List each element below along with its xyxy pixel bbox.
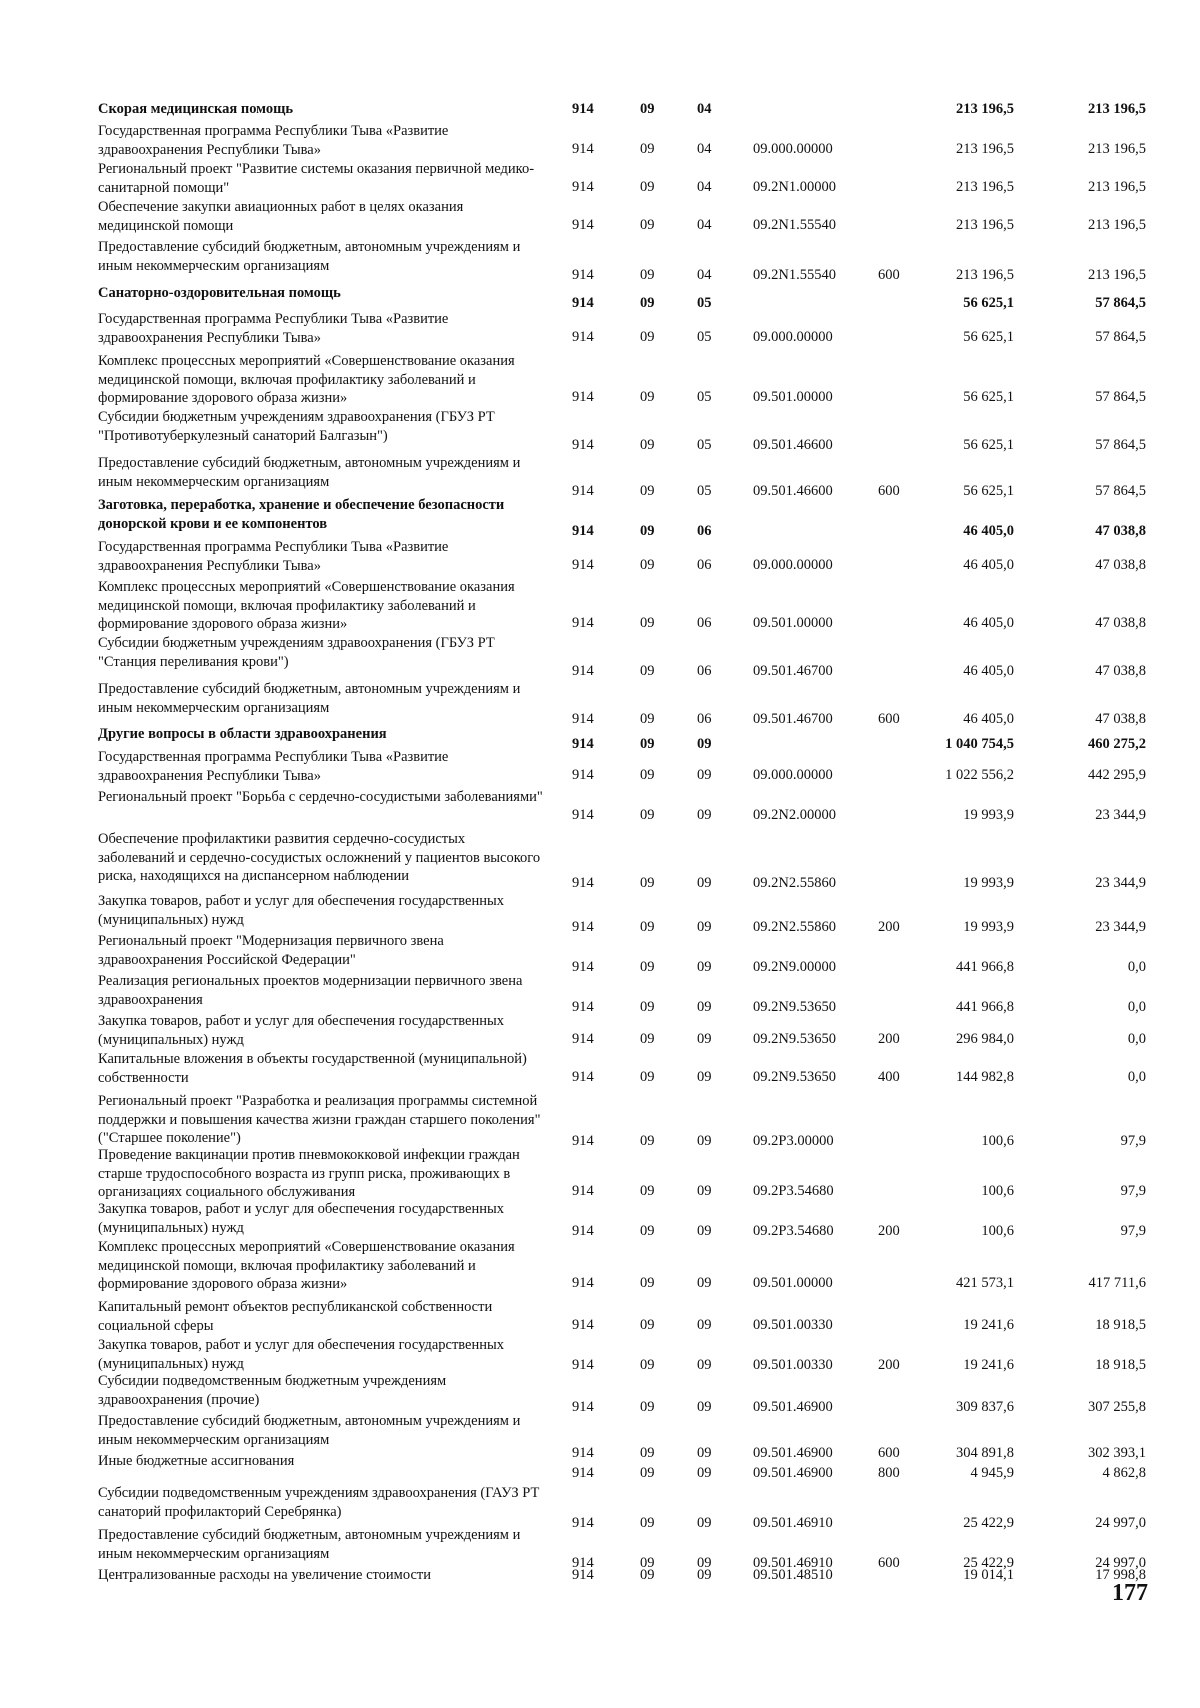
- row-c7: 57 864,5: [1095, 483, 1146, 499]
- row-c4: 09.2P3.00000: [753, 1133, 834, 1149]
- row-c5: 200: [878, 1031, 900, 1047]
- row-c1: 914: [572, 101, 594, 117]
- row-c7: 18 918,5: [1095, 1317, 1146, 1333]
- row-c7: 0,0: [1127, 1031, 1146, 1047]
- row-c3: 09: [697, 1317, 712, 1333]
- row-c4: 09.2N1.55540: [753, 217, 836, 233]
- row-c6: 213 196,5: [956, 217, 1014, 233]
- row-c2: 09: [640, 483, 655, 499]
- row-c2: 09: [640, 919, 655, 935]
- row-c1: 914: [572, 329, 594, 345]
- row-c1: 914: [572, 1223, 594, 1239]
- row-c6: 213 196,5: [956, 179, 1014, 195]
- row-c2: 09: [640, 329, 655, 345]
- row-c6: 4 945,9: [970, 1465, 1014, 1481]
- row-c4: 09.2P3.54680: [753, 1183, 834, 1199]
- row-name: Заготовка, переработка, хранение и обеспечение безопасности донорской крови и ее компонентов: [98, 497, 505, 532]
- row-c1: 914: [572, 523, 594, 539]
- row-c7: 4 862,8: [1102, 1465, 1146, 1481]
- row-c7: 417 711,6: [1088, 1275, 1146, 1291]
- row-name: Комплекс процессных мероприятий «Совершенствование оказания медицинской помощи, включая профилактику заболеваний и формирование здорового образа жизни»: [98, 1239, 515, 1292]
- row-c5: 600: [878, 1555, 900, 1571]
- row-c3: 09: [697, 959, 712, 975]
- row-c3: 04: [697, 101, 712, 117]
- row-c4: 09.501.46600: [753, 483, 833, 499]
- row-c4: 09.2N2.55860: [753, 875, 836, 891]
- row-c7: 23 344,9: [1095, 875, 1146, 891]
- row-c5: 200: [878, 1223, 900, 1239]
- row-name: Закупка товаров, работ и услуг для обеспечения государственных (муниципальных) нужд: [98, 1337, 505, 1372]
- row-name: Проведение вакцинации против пневмококковой инфекции граждан старше трудоспособного возраста из групп риска, проживающих в организациях социального обслуживания: [98, 1147, 520, 1200]
- row-name: Предоставление субсидий бюджетным, автономным учреждениям и иным некоммерческим организациям: [98, 681, 521, 716]
- row-c1: 914: [572, 1031, 594, 1047]
- row-c7: 213 196,5: [1088, 267, 1146, 283]
- row-name: Предоставление субсидий бюджетным, автономным учреждениям и иным некоммерческим организациям: [98, 1413, 521, 1448]
- row-c3: 04: [697, 141, 712, 157]
- row-c3: 09: [697, 875, 712, 891]
- row-c3: 09: [697, 1069, 712, 1085]
- row-name: Субсидии бюджетным учреждениям здравоохранения (ГБУЗ РТ "Станция переливания крови"): [98, 635, 495, 670]
- row-c3: 09: [697, 1445, 712, 1461]
- row-c2: 09: [640, 1399, 655, 1415]
- row-c2: 09: [640, 736, 655, 752]
- row-c3: 09: [697, 1133, 712, 1149]
- row-c7: 213 196,5: [1088, 217, 1146, 233]
- row-name: Скорая медицинская помощь: [98, 101, 294, 117]
- page-number: 177: [1112, 1580, 1148, 1606]
- row-c4: 09.501.48510: [753, 1567, 833, 1583]
- row-name: Другие вопросы в области здравоохранения: [98, 726, 387, 742]
- row-name: Региональный проект "Борьба с сердечно-сосудистыми заболеваниями": [98, 789, 543, 805]
- row-c1: 914: [572, 557, 594, 573]
- row-c3: 09: [697, 767, 712, 783]
- row-c4: 09.501.46600: [753, 437, 833, 453]
- row-c4: 09.000.00000: [753, 557, 833, 573]
- row-c3: 05: [697, 329, 712, 345]
- row-c4: 09.501.00000: [753, 1275, 833, 1291]
- row-c4: 09.2N9.53650: [753, 1031, 836, 1047]
- row-name: Комплекс процессных мероприятий «Совершенствование оказания медицинской помощи, включая профилактику заболеваний и формирование здорового образа жизни»: [98, 579, 515, 632]
- row-c1: 914: [572, 1399, 594, 1415]
- row-c1: 914: [572, 295, 594, 311]
- row-c4: 09.000.00000: [753, 767, 833, 783]
- row-c3: 09: [697, 1223, 712, 1239]
- row-c5: 400: [878, 1069, 900, 1085]
- row-c1: 914: [572, 663, 594, 679]
- row-c1: 914: [572, 711, 594, 727]
- row-c6: 100,6: [981, 1133, 1014, 1149]
- row-c1: 914: [572, 999, 594, 1015]
- row-c7: 213 196,5: [1088, 101, 1146, 117]
- row-c3: 09: [697, 807, 712, 823]
- row-name: Региональный проект "Развитие системы оказания первичной медико-санитарной помощи": [98, 161, 535, 196]
- row-c2: 09: [640, 1133, 655, 1149]
- row-c4: 09.501.00330: [753, 1317, 833, 1333]
- row-c2: 09: [640, 807, 655, 823]
- row-c2: 09: [640, 523, 655, 539]
- row-c2: 09: [640, 141, 655, 157]
- row-c7: 213 196,5: [1088, 141, 1146, 157]
- row-c1: 914: [572, 959, 594, 975]
- row-name: Обеспечение профилактики развития сердечно-сосудистых заболеваний и сердечно-сосудистых осложнений у пациентов высокого риска, находящихся на диспансерном наблюдении: [98, 831, 541, 884]
- row-c4: 09.501.00000: [753, 389, 833, 405]
- row-c6: 56 625,1: [963, 295, 1014, 311]
- row-c4: 09.2N2.00000: [753, 807, 836, 823]
- row-c1: 914: [572, 736, 594, 752]
- row-name: Предоставление субсидий бюджетным, автономным учреждениям и иным некоммерческим организациям: [98, 239, 521, 274]
- row-name: Закупка товаров, работ и услуг для обеспечения государственных (муниципальных) нужд: [98, 893, 505, 928]
- row-c3: 04: [697, 217, 712, 233]
- row-c1: 914: [572, 1357, 594, 1373]
- row-c5: 200: [878, 1357, 900, 1373]
- row-c3: 09: [697, 736, 712, 752]
- row-c7: 302 393,1: [1088, 1445, 1146, 1461]
- row-c3: 09: [697, 1031, 712, 1047]
- row-c2: 09: [640, 1465, 655, 1481]
- row-c6: 56 625,1: [963, 483, 1014, 499]
- row-name: Субсидии бюджетным учреждениям здравоохранения (ГБУЗ РТ "Противотуберкулезный санаторий Балгазын"): [98, 409, 495, 444]
- row-c2: 09: [640, 1567, 655, 1583]
- row-name: Предоставление субсидий бюджетным, автономным учреждениям и иным некоммерческим организациям: [98, 455, 521, 490]
- row-c6: 213 196,5: [956, 101, 1014, 117]
- row-c5: 200: [878, 919, 900, 935]
- row-c1: 914: [572, 483, 594, 499]
- row-c6: 100,6: [981, 1223, 1014, 1239]
- row-c4: 09.2N9.53650: [753, 1069, 836, 1085]
- row-c1: 914: [572, 1069, 594, 1085]
- row-c2: 09: [640, 267, 655, 283]
- row-c7: 24 997,0: [1095, 1515, 1146, 1531]
- row-c6: 19 241,6: [963, 1357, 1014, 1373]
- row-c2: 09: [640, 1183, 655, 1199]
- row-c7: 24 997,0: [1095, 1555, 1146, 1571]
- row-c7: 47 038,8: [1095, 523, 1146, 539]
- row-name: Иные бюджетные ассигнования: [98, 1453, 295, 1469]
- row-c3: 06: [697, 615, 712, 631]
- row-c2: 09: [640, 1515, 655, 1531]
- row-c3: 04: [697, 267, 712, 283]
- row-c1: 914: [572, 615, 594, 631]
- row-c1: 914: [572, 217, 594, 233]
- row-c2: 09: [640, 1275, 655, 1291]
- row-c7: 213 196,5: [1088, 179, 1146, 195]
- row-c4: 09.501.00000: [753, 615, 833, 631]
- row-c2: 09: [640, 101, 655, 117]
- row-c7: 47 038,8: [1095, 663, 1146, 679]
- row-c1: 914: [572, 807, 594, 823]
- row-c2: 09: [640, 1555, 655, 1571]
- row-c3: 06: [697, 711, 712, 727]
- row-c7: 57 864,5: [1095, 389, 1146, 405]
- row-c2: 09: [640, 999, 655, 1015]
- row-c3: 06: [697, 557, 712, 573]
- row-c4: 09.2N1.55540: [753, 267, 836, 283]
- row-c7: 47 038,8: [1095, 711, 1146, 727]
- row-c1: 914: [572, 919, 594, 935]
- row-c1: 914: [572, 389, 594, 405]
- row-c5: 600: [878, 711, 900, 727]
- row-c7: 57 864,5: [1095, 295, 1146, 311]
- row-c6: 19 241,6: [963, 1317, 1014, 1333]
- row-c6: 213 196,5: [956, 141, 1014, 157]
- row-c3: 09: [697, 1399, 712, 1415]
- row-c6: 46 405,0: [963, 711, 1014, 727]
- row-c2: 09: [640, 179, 655, 195]
- row-c5: 600: [878, 267, 900, 283]
- row-c6: 56 625,1: [963, 389, 1014, 405]
- row-name: Государственная программа Республики Тыва «Развитие здравоохранения Республики Тыва»: [98, 539, 449, 574]
- row-c3: 09: [697, 919, 712, 935]
- row-c4: 09.501.46910: [753, 1515, 833, 1531]
- row-c6: 304 891,8: [956, 1445, 1014, 1461]
- row-c2: 09: [640, 217, 655, 233]
- row-name: Субсидии подведомственным бюджетным учреждениям здравоохранения (прочие): [98, 1373, 447, 1408]
- row-c1: 914: [572, 1317, 594, 1333]
- row-c1: 914: [572, 1465, 594, 1481]
- row-c3: 06: [697, 663, 712, 679]
- row-c4: 09.501.46700: [753, 711, 833, 727]
- row-c1: 914: [572, 1133, 594, 1149]
- row-name: Государственная программа Республики Тыва «Развитие здравоохранения Республики Тыва»: [98, 749, 449, 784]
- row-c2: 09: [640, 1445, 655, 1461]
- row-c7: 47 038,8: [1095, 557, 1146, 573]
- row-c1: 914: [572, 437, 594, 453]
- row-c3: 09: [697, 1515, 712, 1531]
- row-c7: 0,0: [1127, 959, 1146, 975]
- row-c4: 09.501.46700: [753, 663, 833, 679]
- row-c7: 460 275,2: [1088, 736, 1146, 752]
- row-c7: 23 344,9: [1095, 807, 1146, 823]
- row-c2: 09: [640, 711, 655, 727]
- row-c2: 09: [640, 1357, 655, 1373]
- row-c3: 09: [697, 1357, 712, 1373]
- row-c5: 600: [878, 1445, 900, 1461]
- row-c3: 05: [697, 295, 712, 311]
- row-c7: 307 255,8: [1088, 1399, 1146, 1415]
- row-c4: 09.2N9.53650: [753, 999, 836, 1015]
- row-c3: 09: [697, 1465, 712, 1481]
- row-c6: 100,6: [981, 1183, 1014, 1199]
- row-c1: 914: [572, 1183, 594, 1199]
- row-c6: 56 625,1: [963, 329, 1014, 345]
- row-c2: 09: [640, 1317, 655, 1333]
- row-c6: 56 625,1: [963, 437, 1014, 453]
- row-c4: 09.000.00000: [753, 141, 833, 157]
- row-c6: 213 196,5: [956, 267, 1014, 283]
- row-name: Санаторно-оздоровительная помощь: [98, 285, 341, 301]
- row-c1: 914: [572, 141, 594, 157]
- row-c4: 09.2N1.00000: [753, 179, 836, 195]
- row-c6: 1 040 754,5: [945, 736, 1014, 752]
- row-c6: 46 405,0: [963, 615, 1014, 631]
- row-c1: 914: [572, 875, 594, 891]
- row-c7: 97,9: [1120, 1133, 1146, 1149]
- row-name: Субсидии подведомственным учреждениям здравоохранения (ГАУЗ РТ санаторий профилакторий Серебрянка): [98, 1485, 540, 1520]
- row-c6: 19 014,1: [963, 1567, 1014, 1583]
- row-c7: 0,0: [1127, 999, 1146, 1015]
- row-c4: 09.501.46910: [753, 1555, 833, 1571]
- row-c7: 23 344,9: [1095, 919, 1146, 935]
- row-c7: 442 295,9: [1088, 767, 1146, 783]
- row-c7: 57 864,5: [1095, 329, 1146, 345]
- row-c6: 19 993,9: [963, 807, 1014, 823]
- row-c4: 09.501.00330: [753, 1357, 833, 1373]
- row-c3: 05: [697, 483, 712, 499]
- row-c5: 800: [878, 1465, 900, 1481]
- row-c4: 09.501.46900: [753, 1465, 833, 1481]
- row-c2: 09: [640, 1223, 655, 1239]
- row-name: Реализация региональных проектов модернизации первичного звена здравоохранения: [98, 973, 523, 1008]
- row-c3: 04: [697, 179, 712, 195]
- row-name: Государственная программа Республики Тыва «Развитие здравоохранения Республики Тыва»: [98, 123, 449, 158]
- row-c3: 09: [697, 1183, 712, 1199]
- row-c2: 09: [640, 557, 655, 573]
- row-c3: 09: [697, 1275, 712, 1291]
- row-c2: 09: [640, 1031, 655, 1047]
- row-c7: 17 998,8: [1095, 1567, 1146, 1583]
- row-c4: 09.501.46900: [753, 1399, 833, 1415]
- row-c2: 09: [640, 767, 655, 783]
- row-name: Обеспечение закупки авиационных работ в целях оказания медицинской помощи: [98, 199, 464, 234]
- row-name: Закупка товаров, работ и услуг для обеспечения государственных (муниципальных) нужд: [98, 1013, 505, 1048]
- row-c1: 914: [572, 1567, 594, 1583]
- row-name: Предоставление субсидий бюджетным, автономным учреждениям и иным некоммерческим организациям: [98, 1527, 521, 1562]
- row-c2: 09: [640, 615, 655, 631]
- row-c2: 09: [640, 295, 655, 311]
- row-c1: 914: [572, 1445, 594, 1461]
- row-name: Капитальный ремонт объектов республиканской собственности социальной сферы: [98, 1299, 493, 1334]
- row-name: Государственная программа Республики Тыва «Развитие здравоохранения Республики Тыва»: [98, 311, 449, 346]
- row-c6: 46 405,0: [963, 523, 1014, 539]
- row-name: Региональный проект "Модернизация первичного звена здравоохранения Российской Федерации": [98, 933, 444, 968]
- row-c2: 09: [640, 875, 655, 891]
- row-name: Комплекс процессных мероприятий «Совершенствование оказания медицинской помощи, включая профилактику заболеваний и формирование здорового образа жизни»: [98, 353, 515, 406]
- row-c7: 18 918,5: [1095, 1357, 1146, 1373]
- row-name: Региональный проект "Разработка и реализация программы системной поддержки и повышения качества жизни граждан старшего поколения" ("Старшее поколение"): [98, 1093, 541, 1146]
- row-c1: 914: [572, 1275, 594, 1291]
- row-c3: 05: [697, 437, 712, 453]
- row-c1: 914: [572, 767, 594, 783]
- row-c6: 441 966,8: [956, 999, 1014, 1015]
- row-c4: 09.000.00000: [753, 329, 833, 345]
- row-name: Капитальные вложения в объекты государственной (муниципальной) собственности: [98, 1051, 527, 1086]
- row-c3: 09: [697, 1555, 712, 1571]
- row-c6: 296 984,0: [956, 1031, 1014, 1047]
- row-c2: 09: [640, 663, 655, 679]
- row-c6: 19 993,9: [963, 875, 1014, 891]
- row-c6: 441 966,8: [956, 959, 1014, 975]
- row-c1: 914: [572, 179, 594, 195]
- row-c6: 19 993,9: [963, 919, 1014, 935]
- row-c6: 46 405,0: [963, 557, 1014, 573]
- row-c7: 57 864,5: [1095, 437, 1146, 453]
- row-c6: 421 573,1: [956, 1275, 1014, 1291]
- row-c3: 09: [697, 1567, 712, 1583]
- row-c4: 09.2N2.55860: [753, 919, 836, 935]
- row-c2: 09: [640, 437, 655, 453]
- row-c5: 600: [878, 483, 900, 499]
- row-c2: 09: [640, 1069, 655, 1085]
- row-c4: 09.501.46900: [753, 1445, 833, 1461]
- row-c7: 97,9: [1120, 1223, 1146, 1239]
- row-name: Закупка товаров, работ и услуг для обеспечения государственных (муниципальных) нужд: [98, 1201, 505, 1236]
- row-c4: 09.2N9.00000: [753, 959, 836, 975]
- row-c2: 09: [640, 389, 655, 405]
- row-c2: 09: [640, 959, 655, 975]
- row-c3: 05: [697, 389, 712, 405]
- row-c7: 0,0: [1127, 1069, 1146, 1085]
- row-c6: 46 405,0: [963, 663, 1014, 679]
- row-c6: 309 837,6: [956, 1399, 1014, 1415]
- row-c7: 47 038,8: [1095, 615, 1146, 631]
- row-c6: 1 022 556,2: [945, 767, 1014, 783]
- row-c1: 914: [572, 267, 594, 283]
- row-c7: 97,9: [1120, 1183, 1146, 1199]
- row-c4: 09.2P3.54680: [753, 1223, 834, 1239]
- row-c6: 25 422,9: [963, 1515, 1014, 1531]
- row-c6: 25 422,9: [963, 1555, 1014, 1571]
- row-c3: 09: [697, 999, 712, 1015]
- row-name: Централизованные расходы на увеличение стоимости: [98, 1567, 431, 1583]
- row-c6: 144 982,8: [956, 1069, 1014, 1085]
- row-c3: 06: [697, 523, 712, 539]
- row-c1: 914: [572, 1515, 594, 1531]
- row-c1: 914: [572, 1555, 594, 1571]
